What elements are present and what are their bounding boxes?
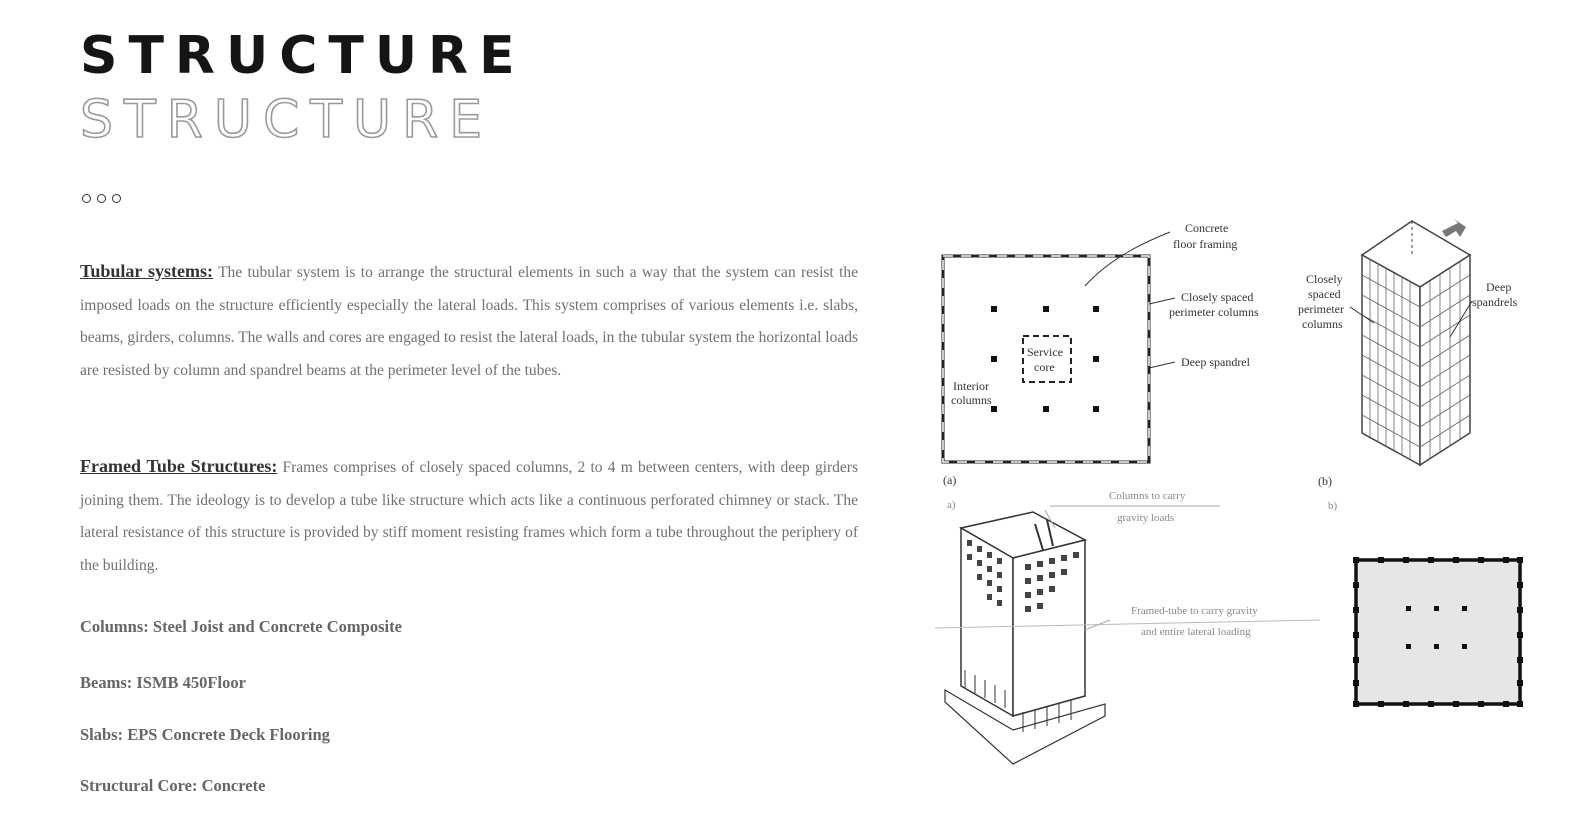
label-floor-framing: floor framing <box>1173 237 1238 251</box>
label-closely-spaced: Closely spaced <box>1181 290 1254 304</box>
arrow-icon <box>1442 219 1466 237</box>
tubular-systems-paragraph <box>80 255 858 387</box>
dot-icon <box>82 194 91 203</box>
tubular-systems-body: The tubular system is to arrange the structural elements in such a way that the system can resist the imposed loads on the structure efficiently especially the lateral loads. This system comprises of various elements i.e. slabs, beams, girders, columns. The walls and cores are engaged to resist the lateral loads, in the tubular system the horizontal loads are resisted by column and spandrel beams at the perimeter level of the tubes. <box>80 264 858 379</box>
label-perimeter-columns: perimeter columns <box>1169 305 1259 319</box>
label-service: Service <box>1027 345 1063 359</box>
label-concrete: Concrete <box>1185 221 1229 235</box>
label-gravity-loads: gravity loads <box>1117 512 1175 524</box>
label-interior: Interior <box>953 379 989 393</box>
page-title-outline: STRUCTURE <box>80 90 494 150</box>
caption-a: (a) <box>943 473 957 487</box>
framed-tube-paragraph <box>80 450 858 582</box>
framed-tube-heading: Framed Tube Structures: <box>80 456 278 476</box>
tubular-systems-heading: Tubular systems: <box>80 261 213 281</box>
framed-tube-building-diagram <box>935 480 1335 770</box>
label-closely: Closely <box>1306 272 1343 286</box>
label-deep: Deep <box>1486 280 1512 294</box>
label-deep-spandrel: Deep spandrel <box>1181 355 1250 369</box>
spec-structural-core: Structural Core: Concrete <box>80 776 266 795</box>
label-framed-tube: Framed-tube to carry gravity <box>1131 605 1258 617</box>
decorative-dots <box>82 194 121 203</box>
spec-beams: Beams: ISMB 450Floor <box>80 673 246 692</box>
label-columns-to-carry: Columns to carry <box>1109 490 1186 502</box>
floor-plan-diagram <box>935 218 1285 518</box>
label-spaced: spaced <box>1308 287 1341 301</box>
framed-tube-body: Frames comprises of closely spaced columns, 2 to 4 m between centers, with deep girders joining them. The ideology is to develop a tube like structure which acts like a continuous perforated chimney or stack. The lateral resistance of this structure is provided by stiff moment resisting frames which form a tube throughout the periphery of the building. <box>80 459 858 574</box>
label-perimeter: perimeter <box>1298 302 1344 316</box>
spec-slabs: Slabs: EPS Concrete Deck Flooring <box>80 725 330 744</box>
caption-b: (b) <box>1318 474 1332 488</box>
dot-icon <box>97 194 106 203</box>
page-title: STRUCTURE <box>80 26 526 86</box>
label-perimeter-columns: columns <box>1302 317 1343 331</box>
isometric-tube-diagram <box>1290 215 1545 515</box>
label-lateral-loading: and entire lateral loading <box>1141 626 1251 638</box>
label-core: core <box>1034 360 1055 374</box>
caption-a-small: a) <box>947 499 956 511</box>
label-spandrels: spandrels <box>1472 295 1518 309</box>
spec-columns: Columns: Steel Joist and Concrete Composite <box>80 617 402 636</box>
dot-icon <box>112 194 121 203</box>
framed-tube-plan-diagram <box>1348 552 1528 712</box>
label-columns: columns <box>951 393 992 407</box>
caption-b-small: b) <box>1328 500 1338 512</box>
